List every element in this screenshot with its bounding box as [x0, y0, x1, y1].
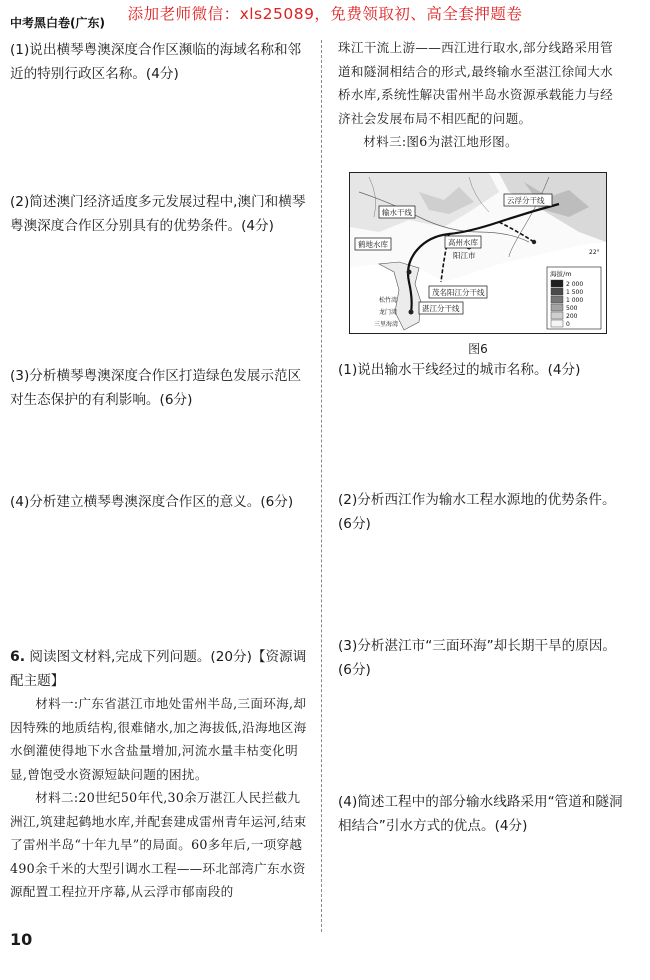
map-label-main-line: 输水干线	[382, 208, 412, 217]
map-label-sanli: 三里海湾	[374, 321, 399, 328]
map-label-latitude: 22°	[589, 249, 600, 256]
zhanjiang-topographic-map	[349, 172, 607, 334]
map-label-yangjiang: 阳江市	[453, 251, 476, 260]
legend-label: 500	[566, 305, 578, 312]
legend-swatch	[551, 288, 563, 295]
legend-label: 1 000	[566, 297, 584, 304]
legend-swatch	[551, 312, 563, 319]
material-3: 材料三:图6为湛江地形图。	[363, 134, 518, 149]
map-legend	[547, 267, 601, 329]
material-2-continued: 珠江干流上游——西江进行取水,部分线路采用管道和隧洞相结合的形式,最终输水至湛江徐闻大水桥水库,系统性解决雷州半岛水资源承载能力与经济社会发展布局不相匹配的问题。	[338, 40, 614, 126]
left-question-3: (3)分析横琴粤澳深度合作区打造绿色发展示范区对生态保护的有利影响。(6分)	[10, 368, 302, 408]
legend-label: 2 000	[566, 281, 584, 288]
map-label-gaozhou-reservoir: 高州水库	[448, 238, 478, 247]
legend-label: 0	[566, 321, 570, 328]
legend-swatch	[551, 296, 563, 303]
column-divider	[321, 40, 322, 932]
materials-left	[10, 692, 308, 904]
map-label-yunfu-branch: 云浮分干线	[507, 196, 545, 205]
page-header: 中考黑白卷(广东)	[10, 16, 105, 30]
materials-right	[338, 36, 620, 154]
figure-caption: 图6	[468, 342, 488, 356]
legend-swatch	[551, 304, 563, 311]
right-question-3: (3)分析湛江市“三面环海”却长期干旱的原因。(6分)	[338, 638, 617, 678]
map-label-songtou: 松竹湾	[379, 297, 398, 304]
question-6-text: 阅读图文材料,完成下列问题。(20分)【资源调配主题】	[10, 649, 307, 689]
question-6-number: 6.	[10, 649, 26, 665]
map-label-zhanjiang-branch: 湛江分干线	[422, 304, 460, 313]
map-label-hedi-reservoir: 鹤地水库	[358, 240, 388, 249]
legend-swatch	[551, 280, 563, 287]
map-label-longmen: 龙门湾	[379, 309, 398, 316]
left-question-4: (4)分析建立横琴粤澳深度合作区的意义。(6分)	[10, 494, 294, 510]
legend-title: 海拔/m	[550, 270, 572, 278]
right-question-1: (1)说出输水干线经过的城市名称。(4分)	[338, 362, 581, 378]
right-question-4: (4)简述工程中的部分输水线路采用“管道和隧洞相结合”引水方式的优点。(4分)	[338, 794, 623, 834]
question-6-stem	[10, 645, 310, 693]
watermark-banner: 添加老师微信：xls25089，免费领取初、高全套押题卷	[127, 5, 523, 23]
legend-label: 200	[566, 313, 578, 320]
legend-swatch	[551, 320, 563, 327]
page-number: 10	[10, 930, 33, 949]
left-question-1: (1)说出横琴粤澳深度合作区濒临的海域名称和邻近的特别行政区名称。(4分)	[10, 42, 302, 82]
left-question-2: (2)简述澳门经济适度多元发展过程中,澳门和横琴粤澳深度合作区分别具有的优势条件。(4分)	[10, 194, 306, 234]
material-2: 材料二:20世纪50年代,30余万湛江人民拦截九洲江,筑建起鹤地水库,并配套建成雷州青年运河,结束了雷州半岛“十年九旱”的局面。60多年后,一项穿越490余千米的大型引调水工程——环北部湾广东水资源配置工程拉开序幕,从云浮市郁南段的	[10, 790, 307, 899]
map-label-maoming-yangjiang-branch: 茂名阳江分干线	[432, 288, 485, 297]
legend-label: 1 500	[566, 289, 584, 296]
right-question-2: (2)分析西江作为输水工程水源地的优势条件。(6分)	[338, 492, 616, 532]
material-1: 材料一:广东省湛江市地处雷州半岛,三面环海,却因特殊的地质结构,很难储水,加之海拔低,沿海地区海水倒灌使得地下水含盐量增加,河流水量丰枯变化明显,曾饱受水资源短缺问题的困扰。	[10, 696, 307, 782]
